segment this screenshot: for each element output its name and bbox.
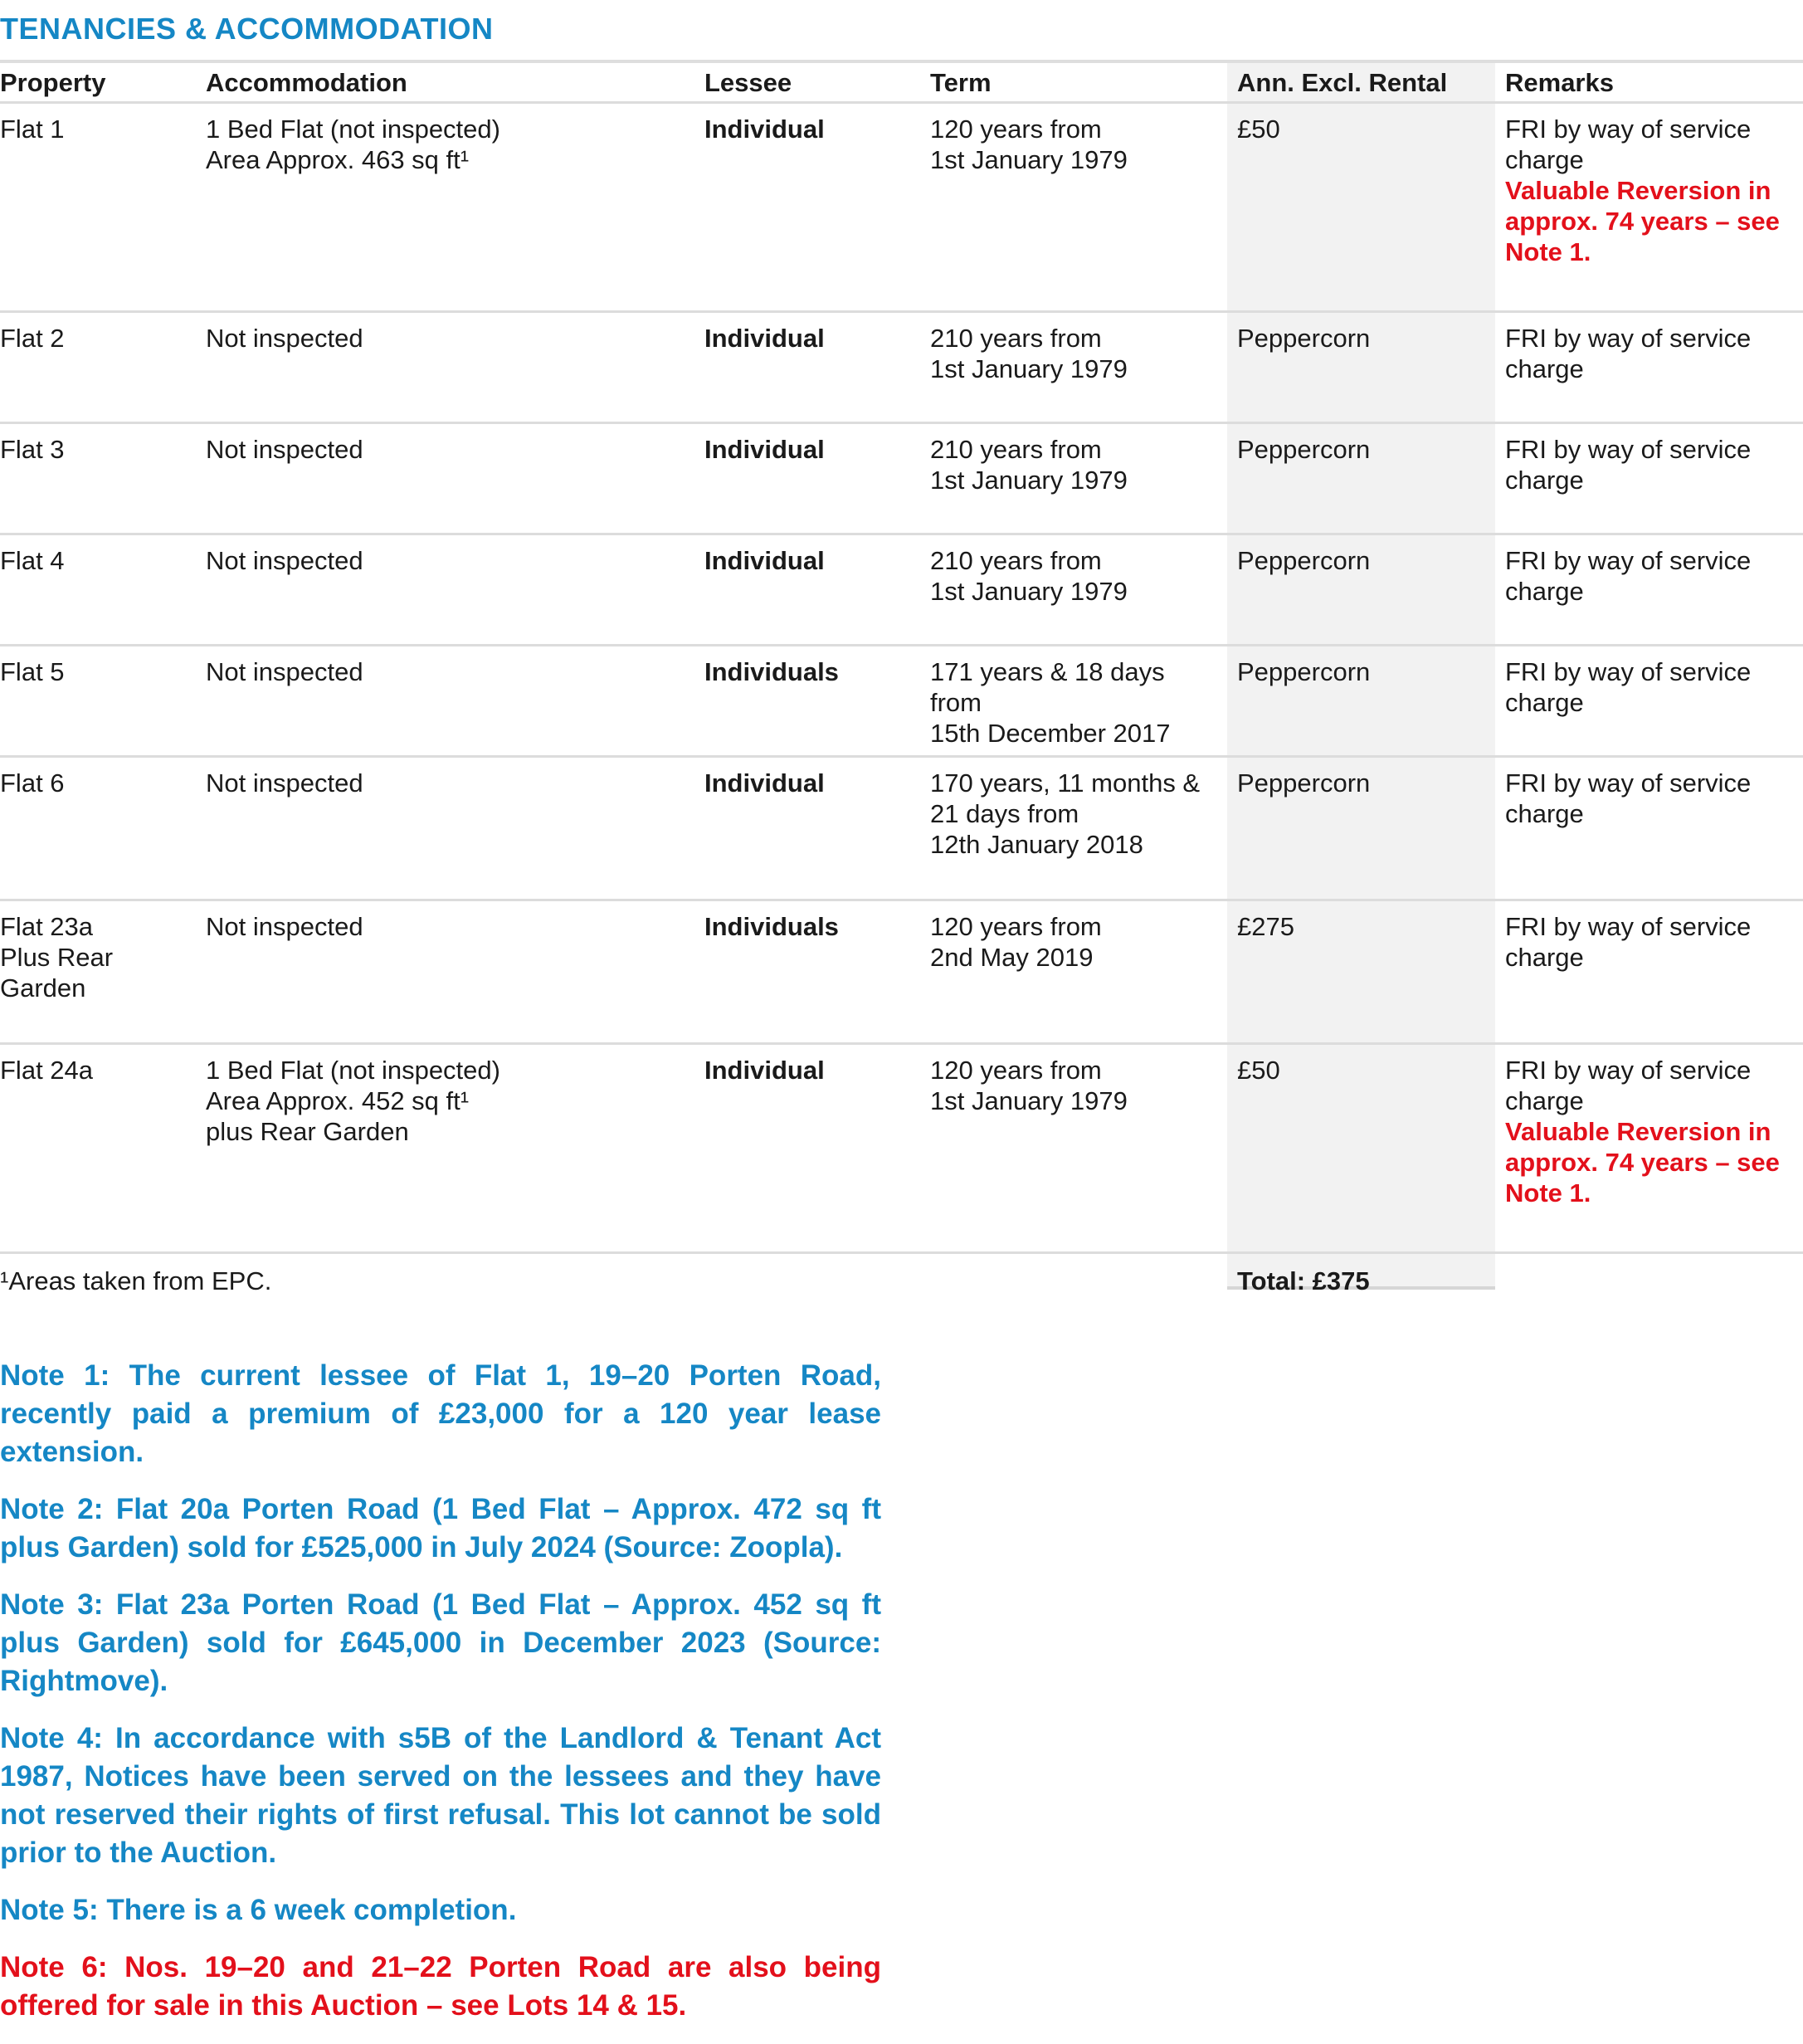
remarks-line: FRI by way of service — [1505, 115, 1752, 144]
remarks-cell — [1495, 757, 1803, 900]
note-6: Note 6: Nos. 19–20 and 21–22 Porten Road are also being offered for sale in this Auction – see Lots 14 & 15. — [0, 1951, 881, 2022]
property-cell — [0, 757, 206, 900]
property-cell — [0, 103, 206, 312]
accommodation-line: Not inspected — [206, 657, 363, 686]
property-line: Flat 5 — [0, 657, 65, 686]
remarks-line: FRI by way of service — [1505, 912, 1752, 941]
section-heading: TENANCIES & ACCOMMODATION — [0, 12, 494, 46]
term-line: 210 years from — [930, 324, 1102, 353]
term-line: 21 days from — [930, 799, 1079, 828]
notes-section — [0, 1357, 881, 2044]
lessee-cell: Individuals — [704, 900, 930, 1044]
table-row — [0, 646, 1803, 757]
accommodation-cell — [206, 900, 704, 1044]
rental-cell: £275 — [1227, 900, 1495, 1044]
accommodation-line: Not inspected — [206, 324, 363, 353]
lessee-cell: Individual — [704, 423, 930, 534]
table-row — [0, 312, 1803, 423]
table-row — [0, 900, 1803, 1044]
remarks-line: FRI by way of service — [1505, 657, 1752, 686]
remarks-line: charge — [1505, 466, 1584, 495]
remarks-line: charge — [1505, 354, 1584, 383]
remarks-highlight-line: Valuable Reversion in — [1505, 1117, 1771, 1146]
accommodation-cell — [206, 312, 704, 423]
remarks-line: charge — [1505, 145, 1584, 174]
property-line: Flat 2 — [0, 324, 65, 353]
rental-cell: £50 — [1227, 1044, 1495, 1253]
accommodation-cell — [206, 1044, 704, 1253]
column-header-lessee: Lessee — [704, 63, 930, 103]
term-line: 210 years from — [930, 435, 1102, 464]
property-line: Flat 6 — [0, 768, 65, 798]
property-line: Plus Rear — [0, 943, 114, 972]
accommodation-line: Area Approx. 463 sq ft¹ — [206, 145, 470, 174]
column-header-term: Term — [930, 63, 1227, 103]
term-cell — [930, 103, 1227, 312]
table-body — [0, 103, 1803, 1253]
property-cell — [0, 646, 206, 757]
table-row — [0, 1044, 1803, 1253]
accommodation-cell — [206, 423, 704, 534]
property-cell — [0, 423, 206, 534]
term-line: 1st January 1979 — [930, 466, 1128, 495]
accommodation-line: plus Rear Garden — [206, 1117, 409, 1146]
remarks-cell — [1495, 103, 1803, 312]
footer-empty-cell — [1495, 1253, 1803, 1297]
accommodation-cell — [206, 646, 704, 757]
remarks-line: charge — [1505, 943, 1584, 972]
remarks-line: charge — [1505, 1086, 1584, 1115]
remarks-cell — [1495, 900, 1803, 1044]
lessee-cell: Individual — [704, 103, 930, 312]
remarks-cell — [1495, 1044, 1803, 1253]
lessee-cell: Individuals — [704, 646, 930, 757]
column-header-accommodation: Accommodation — [206, 63, 704, 103]
note-4: Note 4: In accordance with s5B of the Landlord & Tenant Act 1987, Notices have been served on the lessees and they have not reserved their rights of first refusal. This lot cannot be sold prior to the Auction. — [0, 1722, 881, 1869]
property-line: Garden — [0, 973, 86, 1002]
lessee-cell: Individual — [704, 757, 930, 900]
remarks-line: charge — [1505, 577, 1584, 606]
accommodation-line: Not inspected — [206, 435, 363, 464]
term-cell — [930, 757, 1227, 900]
table-row — [0, 534, 1803, 646]
accommodation-line: Not inspected — [206, 912, 363, 941]
column-header-remarks: Remarks — [1495, 63, 1803, 103]
rental-cell: Peppercorn — [1227, 757, 1495, 900]
accommodation-line: 1 Bed Flat (not inspected) — [206, 115, 500, 144]
property-cell — [0, 312, 206, 423]
term-line: 1st January 1979 — [930, 577, 1128, 606]
term-line: 120 years from — [930, 912, 1102, 941]
rental-cell: Peppercorn — [1227, 423, 1495, 534]
term-cell — [930, 423, 1227, 534]
lessee-cell: Individual — [704, 1044, 930, 1253]
property-line: Flat 23a — [0, 912, 94, 941]
term-line: 15th December 2017 — [930, 719, 1171, 748]
accommodation-line: Not inspected — [206, 768, 363, 798]
remarks-cell — [1495, 646, 1803, 757]
lessee-cell: Individual — [704, 534, 930, 646]
remarks-highlight-line: approx. 74 years – see — [1505, 207, 1780, 236]
term-line: 120 years from — [930, 1056, 1102, 1085]
term-cell — [930, 900, 1227, 1044]
table-header-row — [0, 63, 1803, 103]
remarks-line: FRI by way of service — [1505, 435, 1752, 464]
property-line: Flat 1 — [0, 115, 65, 144]
term-line: 171 years & 18 days from — [930, 657, 1165, 717]
accommodation-cell — [206, 103, 704, 312]
lessee-cell: Individual — [704, 312, 930, 423]
term-line: 1st January 1979 — [930, 354, 1128, 383]
term-cell — [930, 646, 1227, 757]
table-row — [0, 423, 1803, 534]
column-header-property: Property — [0, 63, 206, 103]
property-cell — [0, 900, 206, 1044]
remarks-highlight-line: approx. 74 years – see — [1505, 1148, 1780, 1177]
remarks-line: FRI by way of service — [1505, 768, 1752, 798]
footnote: ¹Areas taken from EPC. — [0, 1266, 272, 1295]
rental-cell: Peppercorn — [1227, 312, 1495, 423]
accommodation-line: Area Approx. 452 sq ft¹ — [206, 1086, 470, 1115]
table-row — [0, 757, 1803, 900]
term-line: 210 years from — [930, 546, 1102, 575]
accommodation-cell — [206, 757, 704, 900]
rental-total: Total: £375 — [1237, 1266, 1370, 1295]
property-cell — [0, 534, 206, 646]
column-header-rental: Ann. Excl. Rental — [1227, 63, 1495, 103]
term-line: 170 years, 11 months & — [930, 768, 1201, 798]
accommodation-cell — [206, 534, 704, 646]
remarks-line: FRI by way of service — [1505, 324, 1752, 353]
property-line: Flat 24a — [0, 1056, 94, 1085]
remarks-line: charge — [1505, 799, 1584, 828]
remarks-line: FRI by way of service — [1505, 546, 1752, 575]
term-cell — [930, 534, 1227, 646]
term-line: 120 years from — [930, 115, 1102, 144]
term-line: 1st January 1979 — [930, 1086, 1128, 1115]
remarks-highlight-line: Note 1. — [1505, 237, 1591, 266]
accommodation-line: Not inspected — [206, 546, 363, 575]
rental-cell: Peppercorn — [1227, 646, 1495, 757]
note-2: Note 2: Flat 20a Porten Road (1 Bed Flat – Approx. 472 sq ft plus Garden) sold for £525,000 in July 2024 (Source: Zoopla). — [0, 1493, 881, 1563]
remarks-highlight-line: Valuable Reversion in — [1505, 176, 1771, 205]
note-3: Note 3: Flat 23a Porten Road (1 Bed Flat – Approx. 452 sq ft plus Garden) sold for £645,000 in December 2023 (Source: Rightmove). — [0, 1588, 881, 1697]
table-footer-row — [0, 1253, 1803, 1297]
note-1: Note 1: The current lessee of Flat 1, 19–20 Porten Road, recently paid a premium of £23,000 for a 120 year lease extension. — [0, 1359, 881, 1468]
term-line: 1st January 1979 — [930, 145, 1128, 174]
table-row — [0, 103, 1803, 312]
term-cell — [930, 1044, 1227, 1253]
property-line: Flat 4 — [0, 546, 65, 575]
tenancy-table — [0, 63, 1803, 1296]
rental-cell: Peppercorn — [1227, 534, 1495, 646]
remarks-line: charge — [1505, 688, 1584, 717]
remarks-cell — [1495, 312, 1803, 423]
accommodation-line: 1 Bed Flat (not inspected) — [206, 1056, 500, 1085]
remarks-cell — [1495, 534, 1803, 646]
property-cell — [0, 1044, 206, 1253]
term-cell — [930, 312, 1227, 423]
remarks-line: FRI by way of service — [1505, 1056, 1752, 1085]
note-5: Note 5: There is a 6 week completion. — [0, 1894, 517, 1926]
term-line: 12th January 2018 — [930, 830, 1143, 859]
remarks-cell — [1495, 423, 1803, 534]
remarks-highlight-line: Note 1. — [1505, 1178, 1591, 1207]
property-line: Flat 3 — [0, 435, 65, 464]
term-line: 2nd May 2019 — [930, 943, 1094, 972]
rental-cell: £50 — [1227, 103, 1495, 312]
